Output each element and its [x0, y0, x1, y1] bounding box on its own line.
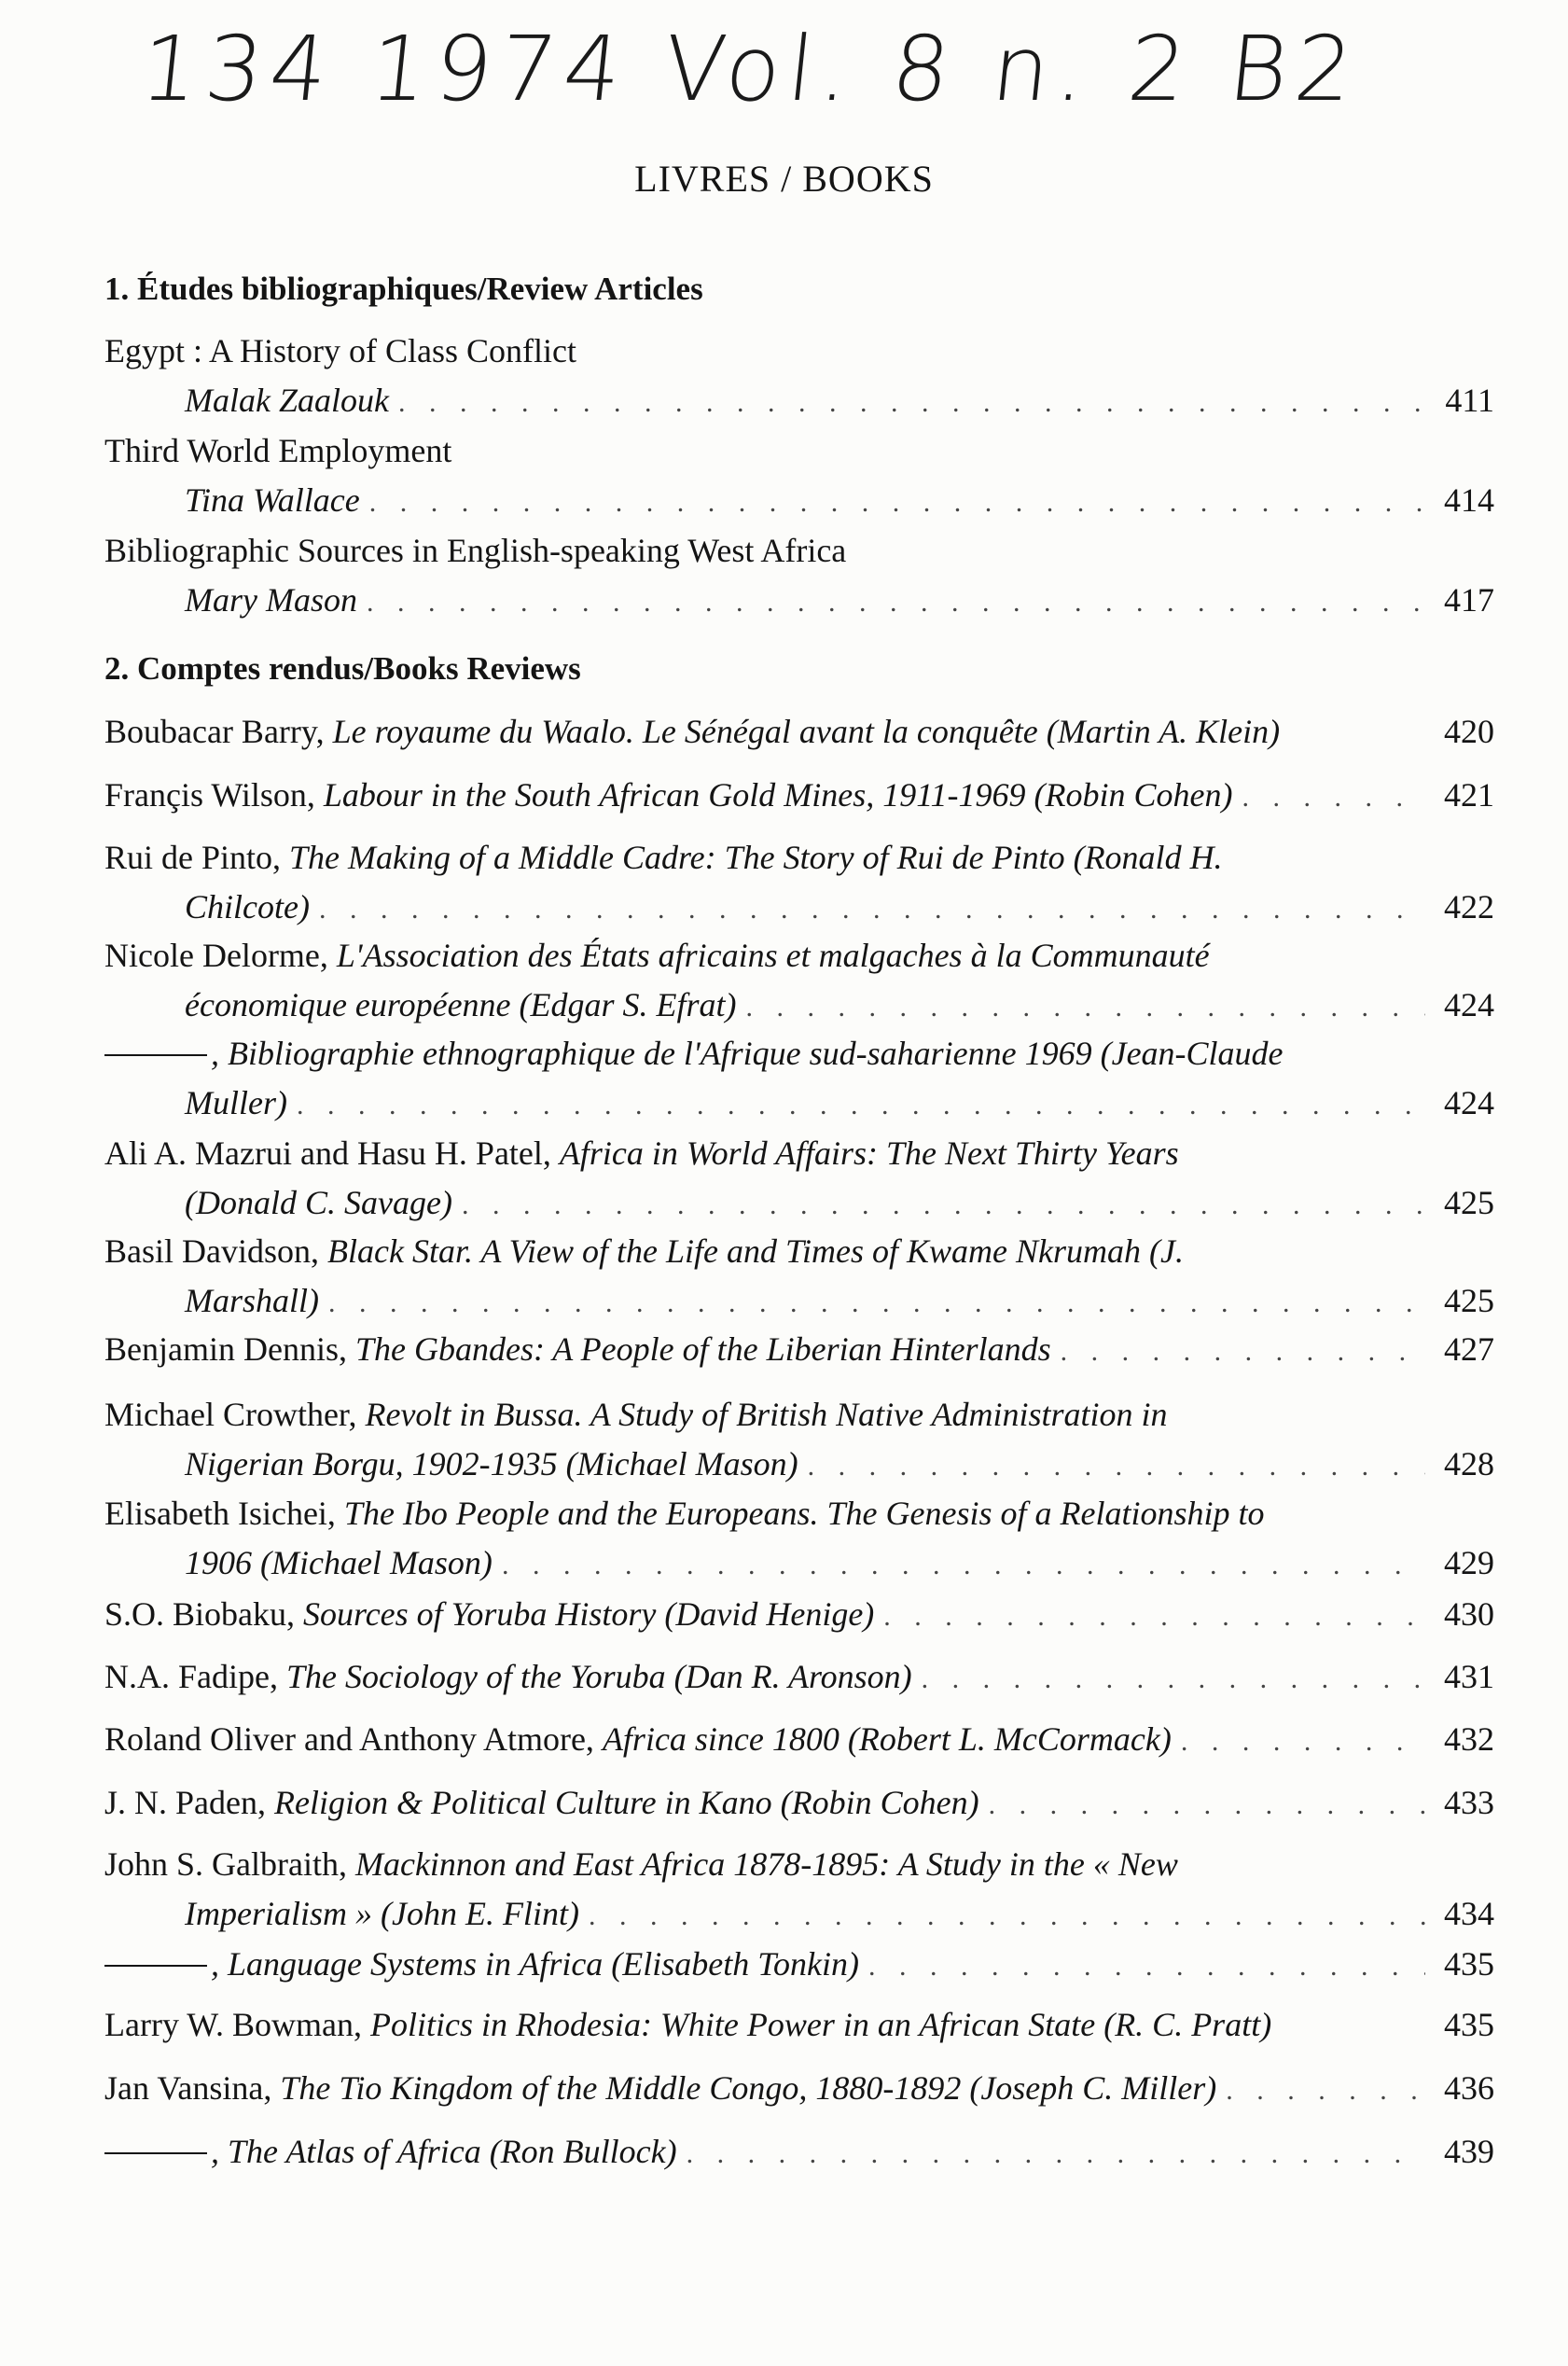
- entry-title-continued: 1906 (Michael Mason): [185, 1544, 493, 1581]
- entry-title: , The Atlas of Africa (Ron Bullock): [211, 2133, 677, 2170]
- dot-leader: [808, 1441, 1425, 1491]
- dot-leader: [369, 478, 1425, 527]
- list-item: [104, 426, 1494, 527]
- list-item: [104, 526, 1494, 627]
- list-item: [104, 1325, 1494, 1376]
- dot-leader: [1242, 772, 1426, 822]
- entry-title-continued: Marshall): [185, 1282, 319, 1319]
- dot-leader: [1181, 1717, 1425, 1766]
- page-number: 435: [1444, 2006, 1494, 2043]
- dot-leader: [328, 1278, 1425, 1328]
- list-item: [104, 1129, 1494, 1230]
- page-number: 431: [1444, 1658, 1494, 1695]
- section-heading-book-reviews: 2. Comptes rendus/Books Reviews: [104, 650, 581, 687]
- list-item: [104, 1840, 1494, 1941]
- entry-author: Michael Crowther,: [104, 1396, 357, 1433]
- page-number: 435: [1444, 1945, 1494, 1983]
- entry-title: Egypt : A History of Class Conflict: [104, 332, 577, 369]
- entry-author: Rui de Pinto,: [104, 839, 282, 876]
- list-item: [104, 1778, 1494, 1830]
- list-item: [104, 1940, 1494, 1991]
- page-number: 425: [1444, 1282, 1494, 1319]
- list-item: [104, 327, 1494, 427]
- page-number: 427: [1444, 1330, 1494, 1368]
- dot-leader: [922, 1654, 1425, 1704]
- entry-title: Le royaume du Waalo. Le Sénégal avant la conquête (Martin A. Klein): [332, 713, 1281, 750]
- list-item: [104, 1227, 1494, 1328]
- entry-author: Tina Wallace: [185, 481, 360, 519]
- entry-author: John S. Galbraith,: [104, 1845, 347, 1883]
- dot-leader: [746, 982, 1425, 1032]
- page-number: 422: [1444, 888, 1494, 926]
- entry-author: Benjamin Dennis,: [104, 1330, 347, 1368]
- list-item: [104, 1029, 1494, 1130]
- dot-leader: [883, 1592, 1425, 1641]
- entry-author: S.O. Biobaku,: [104, 1595, 296, 1633]
- entry-title: The Gbandes: A People of the Liberian Hinterlands: [354, 1330, 1051, 1368]
- entry-title: , Bibliographie ethnographique de l'Afrique sud-saharienne 1969 (Jean-Claude: [211, 1035, 1284, 1072]
- entry-title: Revolt in Bussa. A Study of British Native Administration in: [365, 1396, 1168, 1433]
- entry-author: Malak Zaalouk: [185, 382, 389, 419]
- entry-title: Bibliographic Sources in English-speaking West Africa: [104, 532, 847, 569]
- entry-title: The Tio Kingdom of the Middle Congo, 1880-1892 (Joseph C. Miller): [280, 2069, 1217, 2107]
- entry-title: The Ibo People and the Europeans. The Genesis of a Relationship to: [343, 1495, 1265, 1532]
- dot-leader: [297, 1080, 1425, 1130]
- page-number: 421: [1444, 776, 1494, 814]
- ditto-dash: [104, 2152, 207, 2154]
- page-number: 420: [1444, 713, 1494, 750]
- entry-title-continued: économique européenne (Edgar S. Efrat): [185, 986, 737, 1023]
- entry-title: Africa in World Affairs: The Next Thirty Years: [559, 1134, 1179, 1172]
- dot-leader: [462, 1180, 1425, 1230]
- entry-title-continued: Imperialism » (John E. Flint): [185, 1895, 579, 1932]
- entry-author: N.A. Fadipe,: [104, 1658, 278, 1695]
- dot-leader: [502, 1540, 1425, 1590]
- dot-leader: [868, 1942, 1425, 1991]
- entry-title: Mackinnon and East Africa 1878-1895: A Study in the « New: [354, 1845, 1178, 1883]
- page-number: 424: [1444, 986, 1494, 1023]
- page-number: 429: [1444, 1544, 1494, 1581]
- list-item: [104, 1489, 1494, 1590]
- list-item: [104, 1715, 1494, 1766]
- entry-title: The Making of a Middle Cadre: The Story of Rui de Pinto (Ronald H.: [289, 839, 1223, 876]
- list-item: [104, 1390, 1494, 1491]
- ditto-dash: [104, 1054, 207, 1056]
- entry-author: Elisabeth Isichei,: [104, 1495, 336, 1532]
- entry-author: Jan Vansina,: [104, 2069, 272, 2107]
- list-item: [104, 1590, 1494, 1641]
- page-number: 433: [1444, 1784, 1494, 1821]
- list-item: [104, 2127, 1494, 2178]
- dot-leader: [989, 1780, 1425, 1830]
- page-number: 425: [1444, 1184, 1494, 1221]
- page-title: LIVRES / BOOKS: [634, 158, 934, 200]
- list-item: [104, 2064, 1494, 2115]
- section-heading-review-articles: 1. Études bibliographiques/Review Articles: [104, 271, 703, 307]
- dot-leader: [367, 578, 1425, 627]
- entry-title: Black Star. A View of the Life and Times of Kwame Nkrumah (J.: [327, 1232, 1184, 1270]
- page-number: 434: [1444, 1895, 1494, 1932]
- page-number: 439: [1444, 2133, 1494, 2170]
- page-number: 411: [1445, 382, 1494, 419]
- list-item: [104, 931, 1494, 1032]
- page-number: 417: [1444, 581, 1494, 619]
- entry-title: Politics in Rhodesia: White Power in an African State (R. C. Pratt): [369, 2006, 1272, 2043]
- list-item: [104, 707, 1494, 757]
- page-number: 428: [1444, 1445, 1494, 1482]
- dot-leader: [589, 1891, 1425, 1941]
- entry-author: Boubacar Barry,: [104, 713, 325, 750]
- entry-title: , Language Systems in Africa (Elisabeth Tonkin): [211, 1945, 859, 1983]
- entry-title-continued: Nigerian Borgu, 1902-1935 (Michael Mason): [185, 1445, 798, 1482]
- entry-author: Roland Oliver and Anthony Atmore,: [104, 1720, 594, 1758]
- entry-title: Religion & Political Culture in Kano (Robin Cohen): [274, 1784, 979, 1821]
- entry-author: Ali A. Mazrui and Hasu H. Patel,: [104, 1134, 551, 1172]
- entry-title-continued: Chilcote): [185, 888, 310, 926]
- entry-author: Nicole Delorme,: [104, 937, 328, 974]
- entry-title-continued: Muller): [185, 1084, 287, 1121]
- page-number: 414: [1444, 481, 1494, 519]
- list-item: [104, 833, 1494, 934]
- dot-leader: [687, 2129, 1425, 2178]
- ditto-dash: [104, 1965, 207, 1967]
- entry-title: Third World Employment: [104, 432, 452, 469]
- entry-title: The Sociology of the Yoruba (Dan R. Aronson): [285, 1658, 912, 1695]
- entry-title: L'Association des États africains et malgaches à la Communauté: [336, 937, 1210, 974]
- list-item: [104, 771, 1494, 822]
- entry-author: Mary Mason: [185, 581, 357, 619]
- page-number: 424: [1444, 1084, 1494, 1121]
- entry-title: Africa since 1800 (Robert L. McCormack): [602, 1720, 1172, 1758]
- dot-leader: [398, 378, 1425, 427]
- handwritten-annotation: 134 1974 Vol. 8 n. 2 B2: [135, 17, 1366, 121]
- entry-title: Sources of Yoruba History (David Henige): [303, 1595, 875, 1633]
- list-item: [104, 2000, 1494, 2050]
- entry-author: J. N. Paden,: [104, 1784, 266, 1821]
- dot-leader: [319, 884, 1425, 934]
- dot-leader: [1061, 1327, 1425, 1376]
- entry-title: Labour in the South African Gold Mines, 1911-1969 (Robin Cohen): [323, 776, 1233, 814]
- entry-author: Basil Davidson,: [104, 1232, 319, 1270]
- page-number: 436: [1444, 2069, 1494, 2107]
- dot-leader: [1226, 2066, 1425, 2115]
- list-item: [104, 1652, 1494, 1704]
- page-number: 430: [1444, 1595, 1494, 1633]
- entry-title-continued: (Donald C. Savage): [185, 1184, 452, 1221]
- entry-author: Françis Wilson,: [104, 776, 315, 814]
- page-number: 432: [1444, 1720, 1494, 1758]
- entry-author: Larry W. Bowman,: [104, 2006, 362, 2043]
